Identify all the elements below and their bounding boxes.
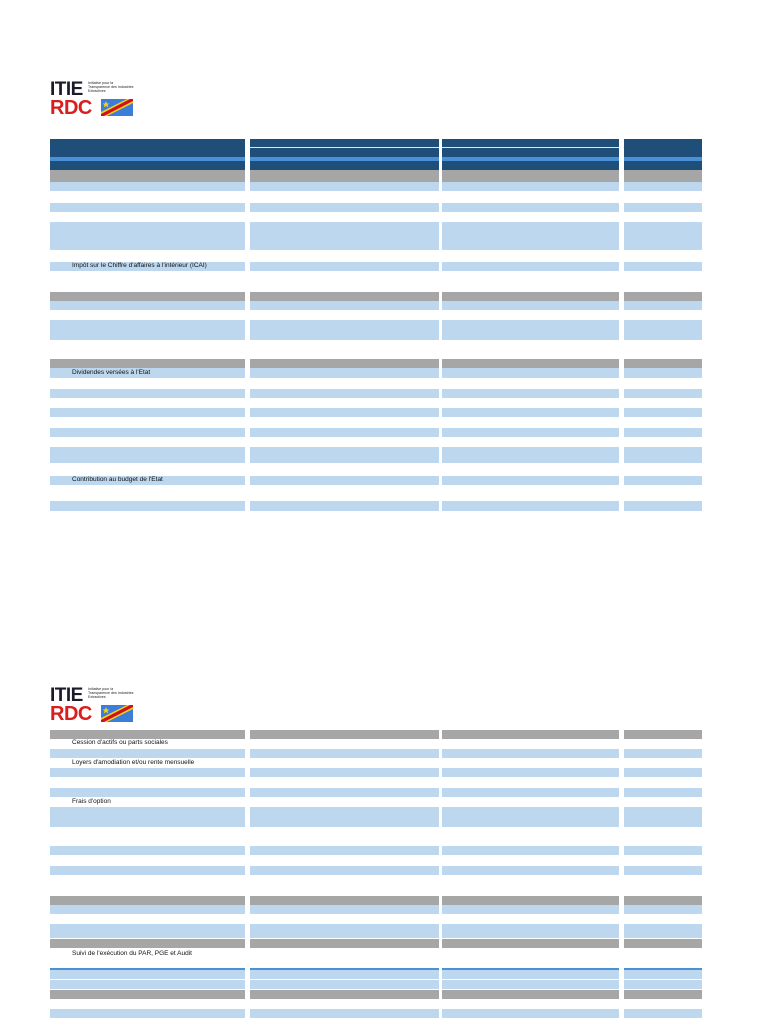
table-cell [250,447,439,463]
table-cell [442,896,619,905]
table-cell [624,990,702,999]
table-cell [250,262,439,271]
table-row [0,301,768,310]
table-cell [250,1009,439,1018]
table-row [0,980,768,989]
table-header [0,139,768,170]
section-row [0,292,768,301]
table-row [0,905,768,914]
table-cell [250,905,439,914]
table-cell [442,807,619,827]
table-cell [624,368,702,378]
itie-rdc-logo [50,80,140,122]
table-row [0,320,768,340]
table-cell [250,320,439,340]
table-cell [250,866,439,875]
section-row [0,730,768,739]
table-cell [442,139,619,170]
table-cell [624,292,702,301]
row-label-contribution: Contribution au budget de l'Etat [72,476,163,483]
table-cell [442,170,619,182]
table-cell [50,139,245,170]
table-cell [442,476,619,485]
table-cell [250,501,439,511]
table-cell [442,359,619,368]
table-cell [50,980,245,989]
table-cell [250,980,439,989]
table-cell [624,924,702,938]
table-cell [250,807,439,827]
table-cell [624,807,702,827]
table-cell [442,368,619,378]
table-cell [50,501,245,511]
table-cell [50,203,245,212]
itie-rdc-logo [50,686,140,728]
table-cell [50,730,245,739]
table-cell [250,301,439,310]
table-cell [442,320,619,340]
table-cell [624,447,702,463]
table-row [0,447,768,463]
table-cell [442,292,619,301]
table-cell [250,389,439,398]
table-cell [50,222,245,250]
table-cell [442,182,619,191]
table-cell [50,749,245,758]
table-cell [442,749,619,758]
table-cell [442,939,619,948]
table-row [0,970,768,979]
section-row [0,990,768,999]
table-cell [624,730,702,739]
table-cell [624,262,702,271]
logo-tagline: Initiative pour la Transparence des Industries Extractives [88,687,134,700]
table-cell [50,924,245,938]
row-label-suivi: Suivi de l'exécution du PAR, PGE et Audit [72,950,192,957]
table-cell [442,788,619,797]
table-cell [250,924,439,938]
logo-itie-text: ITIE [50,685,83,706]
table-cell [50,970,245,979]
table-row [0,428,768,437]
table-cell [250,970,439,979]
table-cell [624,320,702,340]
table-cell [50,768,245,777]
table-cell [624,389,702,398]
table-cell [50,990,245,999]
table-cell [624,501,702,511]
row-label-cession: Cession d'actifs ou parts sociales [72,739,168,746]
section-row [0,939,768,948]
table-cell [624,970,702,979]
section-row [0,170,768,182]
table-cell [442,990,619,999]
table-cell [50,939,245,948]
table-cell [50,1009,245,1018]
table-cell [624,428,702,437]
logo-rdc-text: RDC [50,97,92,119]
table-cell [624,980,702,989]
table-cell [50,846,245,855]
table-cell [250,896,439,905]
table-cell [442,147,619,148]
table-row [0,768,768,777]
table-cell [50,301,245,310]
table-cell [442,1009,619,1018]
table-cell [250,182,439,191]
table-cell [624,182,702,191]
table-cell [50,896,245,905]
table-cell [250,139,439,170]
table-cell [442,866,619,875]
table-row [0,924,768,938]
table-cell [624,905,702,914]
table-cell [442,222,619,250]
table-cell [442,980,619,989]
table-cell [624,476,702,485]
table-cell [50,447,245,463]
table-cell [624,896,702,905]
table-cell [442,501,619,511]
table-cell [250,170,439,182]
logo-itie-text: ITIE [50,79,83,100]
table-row [0,807,768,827]
table-cell [50,182,245,191]
table-cell [250,222,439,250]
table-cell [624,359,702,368]
table-row [0,408,768,417]
table-cell [250,476,439,485]
table-cell [442,730,619,739]
table-cell [50,788,245,797]
drc-flag-icon [101,705,133,722]
table-cell [442,157,619,161]
table-cell [250,368,439,378]
table-cell [50,807,245,827]
table-cell [442,447,619,463]
table-cell [50,359,245,368]
section-row [0,896,768,905]
row-label-icai: Impôt sur le Chiffre d'affaires à l'intérieur (ICAI) [72,262,207,269]
table-cell [250,846,439,855]
header-divider [0,147,768,148]
section-row [0,359,768,368]
table-cell [442,301,619,310]
table-cell [50,292,245,301]
logo-tagline: Initiative pour la Transparence des Industries Extractives [88,81,134,94]
table-row [0,788,768,797]
table-cell [624,768,702,777]
header-accent [0,157,768,161]
table-cell [250,147,439,148]
table-cell [50,320,245,340]
table-cell [624,139,702,170]
row-label-frais: Frais d'option [72,798,111,805]
table-cell [624,749,702,758]
table-cell [50,408,245,417]
table-cell [442,428,619,437]
table-cell [50,905,245,914]
table-cell [442,905,619,914]
row-label-dividendes: Dividendes versées à l'Etat [72,369,151,376]
table-cell [250,359,439,368]
table-row [0,749,768,758]
table-row [0,203,768,212]
table-cell [442,389,619,398]
table-cell [250,768,439,777]
table-cell [250,408,439,417]
table-cell [442,203,619,212]
table-cell [442,846,619,855]
table-cell [250,157,439,161]
table-cell [250,749,439,758]
table-cell [624,222,702,250]
table-row [0,222,768,250]
table-row [0,182,768,191]
drc-flag-icon [101,99,133,116]
table-cell [624,846,702,855]
table-cell [442,768,619,777]
table-cell [50,170,245,182]
row-label-loyers: Loyers d'amodiation et/ou rente mensuelle [72,759,195,766]
table-cell [250,990,439,999]
table-row [0,389,768,398]
table-row [0,846,768,855]
table-cell [624,157,702,161]
table-cell [250,939,439,948]
table-cell [624,408,702,417]
table-cell [250,292,439,301]
table-row [0,866,768,875]
table-cell [50,428,245,437]
table-cell [250,428,439,437]
table-cell [442,408,619,417]
table-cell [250,203,439,212]
table-cell [624,1009,702,1018]
table-cell [442,924,619,938]
table-row [0,1009,768,1018]
table-cell [250,788,439,797]
table-cell [442,262,619,271]
logo-rdc-text: RDC [50,703,92,725]
table-cell [50,866,245,875]
table-cell [624,939,702,948]
table-cell [442,970,619,979]
table-cell [624,866,702,875]
table-cell [624,301,702,310]
table-cell [624,788,702,797]
table-cell [624,170,702,182]
table-cell [250,730,439,739]
table-cell [50,157,245,161]
table-cell [50,389,245,398]
table-cell [624,203,702,212]
table-row [0,501,768,511]
